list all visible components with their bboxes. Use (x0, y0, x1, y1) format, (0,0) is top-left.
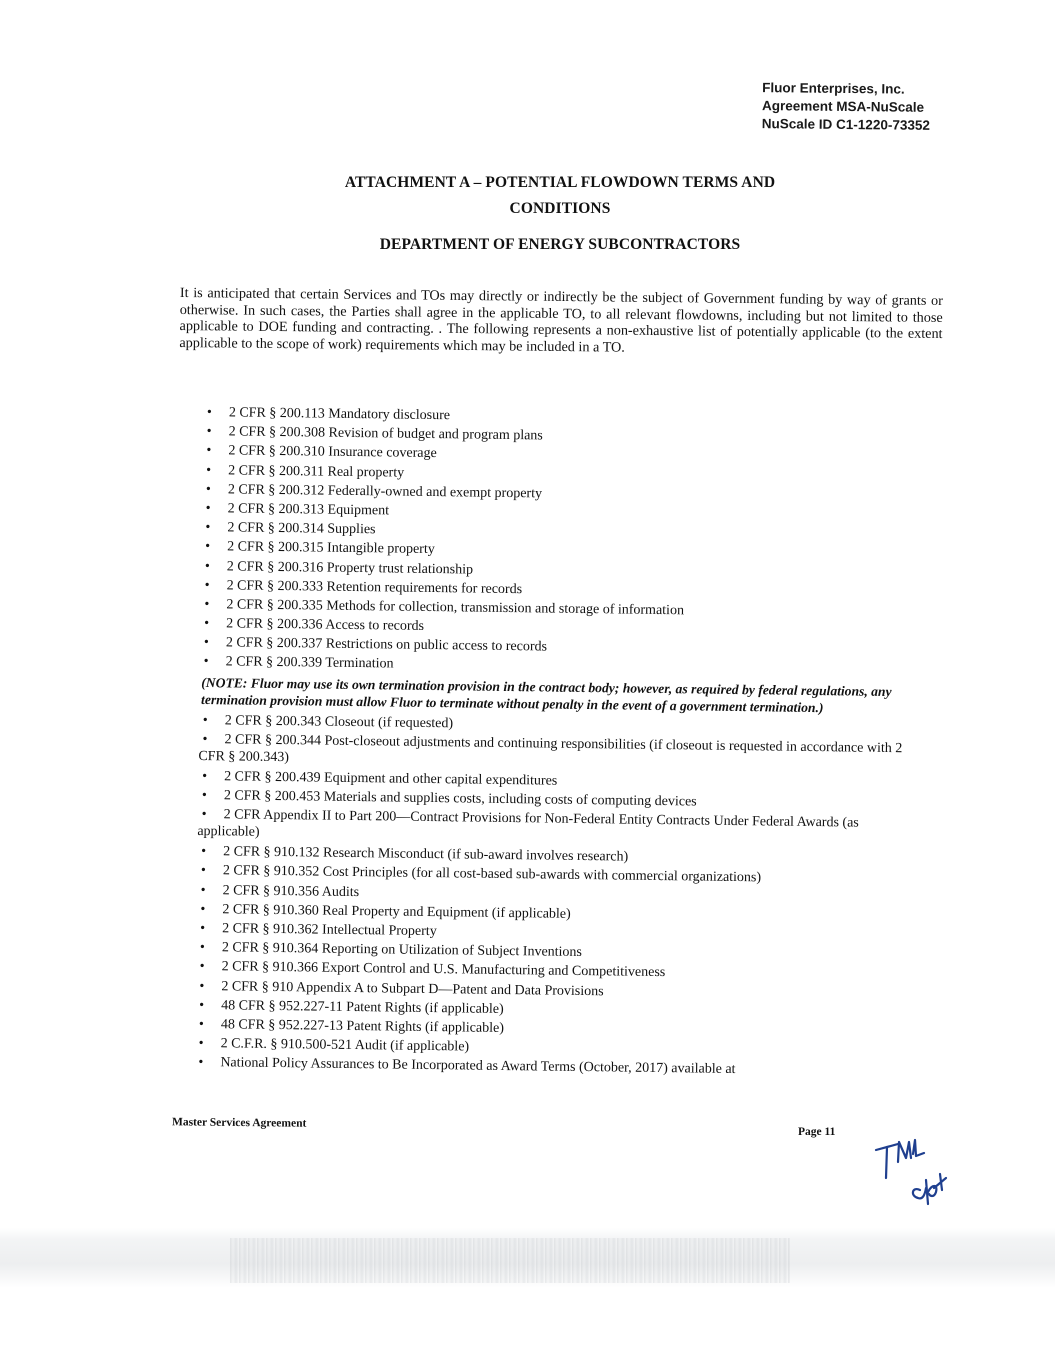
list-item-text: 2 CFR § 910 Appendix A to Subpart D—Patent and Data Provisions (221, 978, 604, 999)
list-item-text: 2 CFR § 200.113 Mandatory disclosure (228, 405, 451, 424)
bullet-icon: • (198, 1036, 204, 1052)
bullet-icon: • (198, 1055, 204, 1071)
list-item-text: 2 CFR § 200.336 Access to records (226, 616, 425, 634)
list-item-text: 2 CFR § 200.335 Methods for collection, transmission and storage of information (226, 597, 685, 619)
bullet-icon: • (203, 635, 209, 651)
list-item-text: 48 CFR § 952.227-11 Patent Rights (if applicable) (221, 997, 504, 1017)
list-item-text: 2 CFR Appendix II to Part 200—Contract Provisions for Non-Federal Entity Contracts Under Federal Awards (as applicable) (197, 807, 859, 840)
bullet-icon: • (201, 788, 207, 804)
intro-paragraph: It is anticipated that certain Services and TOs may directly or indirectly be the subject of Government funding by way of grants or otherwise. In such cases, the Parties shall agree in the applicable TO, to all relevant flowdowns, including but not limited to those applicable to DOE funding and contracting. . The following represents a non-exhaustive list of potentially applicable (to the extent applicable to the scope of work) requirements which may be included in a TO. (179, 285, 943, 356)
list-item-text: 2 CFR § 200.439 Equipment and other capital expenditures (224, 769, 558, 789)
bullet-icon: • (200, 901, 206, 917)
bullet-icon: • (204, 596, 210, 612)
bullet-icon: • (206, 405, 212, 421)
bullet-icon: • (200, 920, 206, 937)
title-line-2: CONDITIONS (509, 200, 611, 217)
list-item-text: 2 CFR § 200.313 Equipment (227, 501, 390, 519)
footer-document-name: Master Services Agreement (171, 1116, 307, 1130)
bullet-icon: • (202, 712, 208, 728)
requirements-list-part-a (199, 403, 922, 681)
list-item-text: 2 CFR § 200.311 Real property (228, 462, 405, 481)
bullet-icon: • (200, 882, 206, 898)
list-item-text: 2 CFR § 910.352 Cost Principles (for all cost-based sub-awards with commercial organizations) (222, 863, 762, 886)
list-item-text: 2 CFR § 200.315 Intangible property (227, 539, 435, 558)
bullet-icon: • (204, 577, 210, 593)
list-item-text: 2 CFR § 910.364 Reporting on Utilization of Subject Inventions (221, 940, 583, 961)
bullet-icon: • (198, 1016, 204, 1032)
list-item-text: National Policy Assurances to Be Incorporated as Award Terms (October, 2017) available at (220, 1055, 736, 1078)
bullet-icon: • (199, 940, 205, 956)
header-nuscale-id: NuScale ID C1-1220-73352 (761, 116, 931, 133)
list-item-text: 2 CFR § 200.316 Property trust relationship (226, 558, 474, 578)
bullet-icon: • (202, 768, 208, 784)
title-line-1: ATTACHMENT A – POTENTIAL FLOWDOWN TERMS AND (344, 174, 776, 191)
bullet-icon: • (200, 863, 206, 879)
list-item-text: 2 CFR § 200.337 Restrictions on public access to records (225, 635, 548, 655)
bullet-icon: • (199, 997, 205, 1013)
list-item-text: 2 CFR § 200.312 Federally-owned and exempt property (227, 482, 543, 502)
list-item-text: 48 CFR § 952.227-13 Patent Rights (if applicable) (220, 1017, 505, 1036)
list-item-text: 2 CFR § 910.132 Research Misconduct (if sub-award involves research) (223, 844, 629, 865)
bullet-icon: • (203, 654, 209, 670)
bullet-icon: • (205, 520, 211, 536)
termination-note: (NOTE: Fluor may use its own termination provision in the contract body; however, as required by federal regulations, any termination provision must allow Fluor to terminate without penalty in the event of a government termination.) (201, 674, 892, 715)
bullet-icon: • (205, 539, 211, 555)
list-item-text: 2 CFR § 910.356 Audits (222, 882, 360, 900)
list-item-text: 2 CFR § 200.314 Supplies (227, 520, 376, 538)
bullet-icon: • (204, 558, 210, 574)
list-item-text: 2 CFR § 200.344 Post-closeout adjustments and continuing responsibilities (if closeout is requested in accordance with 2 CFR § 200.343) (198, 732, 903, 765)
list-item-text: 2 CFR § 200.333 Retention requirements for records (226, 578, 523, 597)
bullet-icon: • (205, 500, 211, 517)
bullet-icon: • (206, 443, 212, 459)
bullet-icon: • (199, 959, 205, 975)
bullet-icon: • (204, 616, 210, 632)
list-item-text: 2 CFR § 200.310 Insurance coverage (228, 443, 437, 462)
bullet-icon: • (201, 844, 207, 860)
bullet-icon: • (206, 462, 212, 478)
header-agreement: Agreement MSA-NuScale (761, 98, 925, 115)
title-subtitle: DEPARTMENT OF ENERGY SUBCONTRACTORS (379, 236, 741, 253)
bullet-icon: • (206, 424, 212, 440)
list-item-text: 2 CFR § 200.308 Revision of budget and program plans (228, 424, 543, 444)
list-item-text: 2 CFR § 200.453 Materials and supplies costs, including costs of computing devices (223, 788, 697, 810)
bullet-icon: • (205, 481, 211, 497)
list-item-text: 2 CFR § 910.362 Intellectual Property (222, 921, 437, 940)
footer-page-number: Page 11 (798, 1126, 836, 1138)
list-item-text: 2 C.F.R. § 910.500-521 Audit (if applicable) (220, 1036, 470, 1055)
requirements-list-part-b (194, 711, 919, 1082)
list-item-text: 2 CFR § 200.339 Termination (225, 654, 394, 672)
requirements-list (194, 403, 923, 1082)
handwritten-initials (868, 1134, 958, 1214)
bullet-icon: • (201, 807, 207, 823)
header-company: Fluor Enterprises, Inc. (762, 80, 905, 97)
header-block (762, 79, 931, 135)
scan-artifact-band (0, 1228, 1055, 1288)
bullet-icon: • (202, 731, 208, 747)
scan-noise (230, 1238, 790, 1283)
list-item-text: 2 CFR § 910.360 Real Property and Equipment (if applicable) (222, 902, 571, 922)
list-item-text: 2 CFR § 910.366 Export Control and U.S. Manufacturing and Competitiveness (221, 959, 666, 981)
bullet-icon: • (199, 978, 205, 994)
list-item-text: 2 CFR § 200.343 Closeout (if requested) (224, 712, 454, 731)
